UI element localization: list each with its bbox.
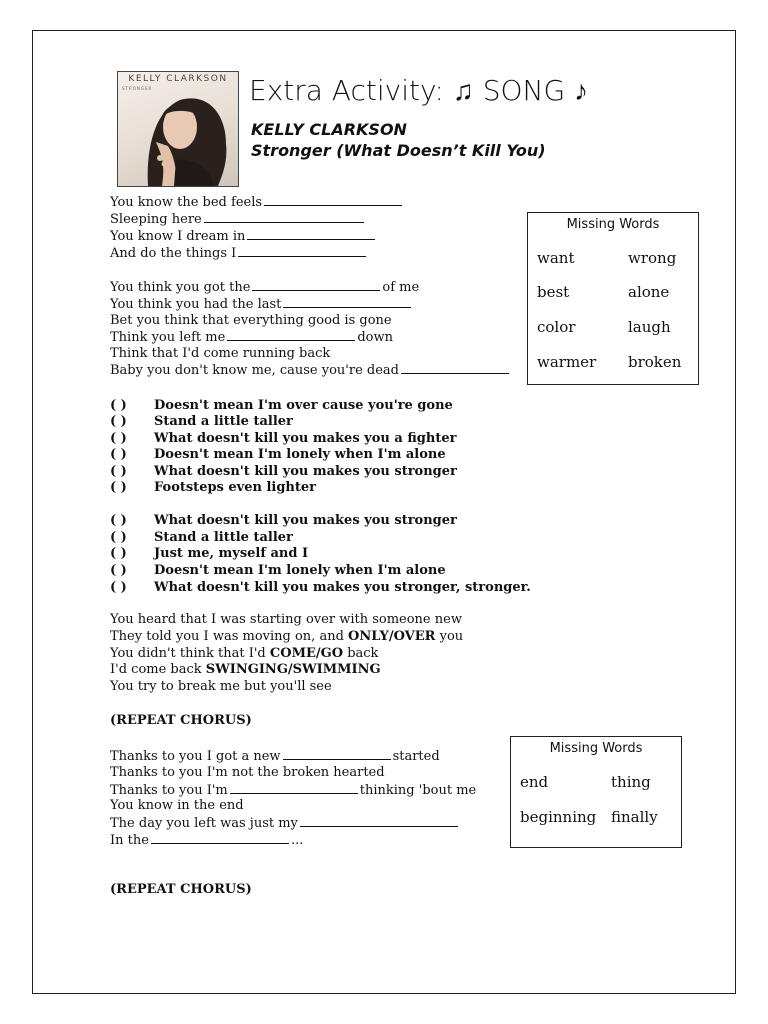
lyric-line: You didn't think that I'd COME/GO back: [110, 646, 379, 661]
lyric-line: You know I dream in: [110, 228, 377, 245]
lyric-line: You try to break me but you'll see: [110, 679, 332, 694]
word-option: thing: [611, 773, 651, 791]
chorus-line: ( ) Footsteps even lighter: [110, 480, 317, 495]
choice-option[interactable]: COME/GO: [269, 646, 344, 661]
album-cover-image: [117, 71, 239, 187]
order-parentheses[interactable]: ( ): [110, 546, 127, 561]
chorus-line: ( ) Doesn't mean I'm lonely when I'm alone: [110, 563, 446, 578]
chorus-line: ( ) Doesn't mean I'm lonely when I'm alone: [110, 447, 446, 462]
word-option: beginning: [520, 808, 597, 826]
repeat-chorus-label: (REPEAT CHORUS): [110, 882, 252, 897]
lyric-line: You think you had the last: [110, 296, 413, 313]
word-option: color: [537, 318, 576, 336]
lyric-line: Sleeping here: [110, 211, 366, 228]
chorus-line: ( ) Stand a little taller: [110, 530, 293, 545]
missing-words-title: Missing Words: [566, 217, 660, 232]
lyric-line: Think you left me down: [110, 330, 393, 345]
cover-portrait: [118, 72, 238, 186]
lyric-line: Baby you don't know me, cause you're dead: [110, 362, 511, 379]
choice-option[interactable]: ONLY/OVER: [348, 629, 436, 644]
lyric-line: Thanks to you I'm thinking 'bout me: [110, 783, 477, 798]
order-parentheses[interactable]: ( ): [110, 513, 127, 528]
chorus-line: ( ) What doesn't kill you makes you stronger: [110, 464, 457, 479]
chorus-line: ( ) What doesn't kill you makes you a fighter: [110, 431, 457, 446]
fill-blank[interactable]: [283, 748, 391, 760]
choice-option[interactable]: SWINGING/SWIMMING: [205, 662, 381, 677]
order-parentheses[interactable]: ( ): [110, 563, 127, 578]
fill-blank[interactable]: [300, 815, 458, 827]
lyric-line: The day you left was just my: [110, 815, 460, 832]
lyric-line: I'd come back SWINGING/SWIMMING: [110, 662, 381, 677]
page-title: Extra Activity: ♫ SONG ♪: [249, 74, 589, 107]
fill-blank[interactable]: [401, 362, 509, 374]
chorus-line: ( ) Stand a little taller: [110, 414, 293, 429]
order-parentheses[interactable]: ( ): [110, 580, 127, 595]
word-option: want: [537, 249, 575, 267]
order-parentheses[interactable]: ( ): [110, 431, 127, 446]
chorus-line: ( ) Doesn't mean I'm over cause you're gone: [110, 398, 453, 413]
lyric-line: In the ...: [110, 833, 304, 848]
order-parentheses[interactable]: ( ): [110, 464, 127, 479]
lyric-line: And do the things I: [110, 245, 368, 262]
word-option: best: [537, 283, 570, 301]
missing-words-title: Missing Words: [549, 741, 643, 756]
fill-blank[interactable]: [230, 782, 358, 794]
fill-blank[interactable]: [252, 279, 380, 291]
chorus-line: ( ) What doesn't kill you makes you stronger, stronger.: [110, 580, 531, 595]
artist-name: KELLY CLARKSON: [251, 120, 407, 139]
word-option: alone: [628, 283, 670, 301]
fill-blank[interactable]: [151, 832, 289, 844]
order-parentheses[interactable]: ( ): [110, 530, 127, 545]
lyric-line: You think you got the of me: [110, 280, 420, 295]
lyric-line: You know the bed feels: [110, 194, 404, 211]
fill-blank[interactable]: [264, 194, 402, 206]
chorus-line: ( ) Just me, myself and I: [110, 546, 309, 561]
lyric-line: Think that I'd come running back: [110, 346, 331, 361]
cover-artist-text: KELLY CLARKSON: [128, 74, 228, 84]
cover-album-text: STRONGER: [122, 86, 153, 91]
lyric-line: You know in the end: [110, 798, 244, 813]
lyric-line: You heard that I was starting over with someone new: [110, 612, 462, 627]
word-option: laugh: [628, 318, 671, 336]
word-option: warmer: [537, 353, 597, 371]
chorus-line: ( ) What doesn't kill you makes you stronger: [110, 513, 457, 528]
missing-words-box: [510, 736, 682, 848]
order-parentheses[interactable]: ( ): [110, 447, 127, 462]
order-parentheses[interactable]: ( ): [110, 480, 127, 495]
order-parentheses[interactable]: ( ): [110, 414, 127, 429]
word-option: end: [520, 773, 549, 791]
fill-blank[interactable]: [283, 296, 411, 308]
lyric-line: Bet you think that everything good is gone: [110, 313, 392, 328]
word-option: finally: [611, 808, 658, 826]
lyric-line: Thanks to you I'm not the broken hearted: [110, 765, 385, 780]
fill-blank[interactable]: [204, 211, 364, 223]
word-option: broken: [628, 353, 682, 371]
lyric-line: Thanks to you I got a new started: [110, 749, 440, 764]
fill-blank[interactable]: [247, 228, 375, 240]
fill-blank[interactable]: [238, 245, 366, 257]
word-option: wrong: [628, 249, 677, 267]
order-parentheses[interactable]: ( ): [110, 398, 127, 413]
fill-blank[interactable]: [227, 329, 355, 341]
repeat-chorus-label: (REPEAT CHORUS): [110, 713, 252, 728]
song-title: Stronger (What Doesn’t Kill You): [251, 141, 546, 160]
missing-words-box: [527, 212, 699, 385]
lyric-line: They told you I was moving on, and ONLY/OVER you: [110, 629, 464, 644]
